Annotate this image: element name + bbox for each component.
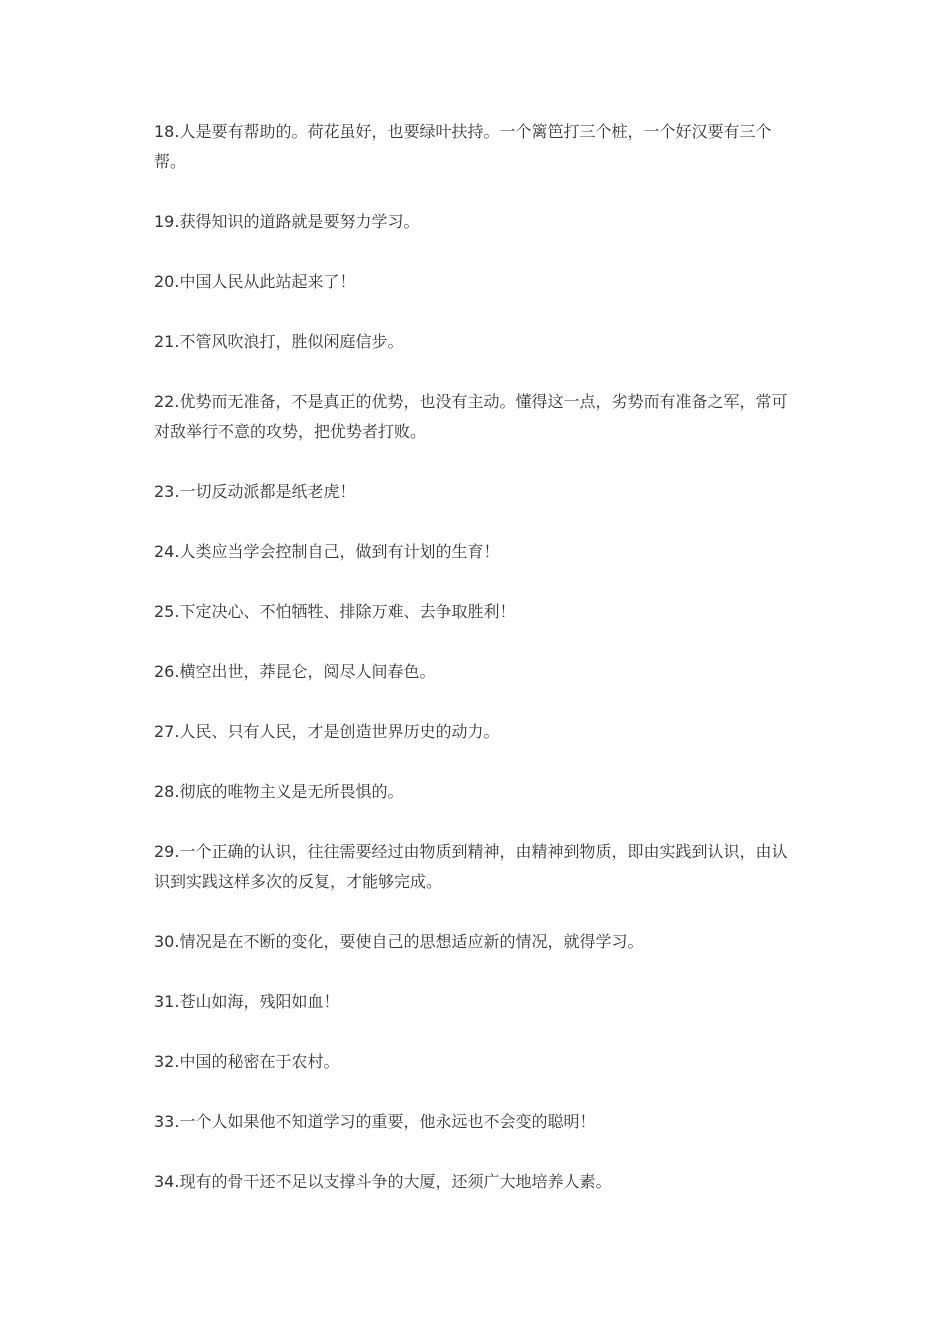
quote-paragraph-25: 25.下定决心、不怕牺牲、排除万难、去争取胜利！ [154, 602, 516, 621]
quote-paragraph-22: 22.优势而无准备，不是真正的优势，也没有主动。懂得这一点，劣势而有准备之军，常可对敌举行不意的攻势，把优势者打败。 [154, 392, 788, 441]
quote-paragraph-27: 27.人民、只有人民，才是创造世界历史的动力。 [154, 722, 500, 741]
quote-paragraph-29: 29.一个正确的认识，往往需要经过由物质到精神，由精神到物质，即由实践到认识，由认识到实践这样多次的反复，才能够完成。 [154, 842, 788, 891]
quote-paragraph-33: 33.一个人如果他不知道学习的重要，他永远也不会变的聪明！ [154, 1112, 596, 1131]
quote-paragraph-26: 26.横空出世，莽昆仑，阅尽人间春色。 [154, 662, 436, 681]
quote-paragraph-19: 19.获得知识的道路就是要努力学习。 [154, 212, 420, 231]
quote-paragraph-20: 20.中国人民从此站起来了！ [154, 272, 356, 291]
quote-paragraph-32: 32.中国的秘密在于农村。 [154, 1052, 340, 1071]
quote-paragraph-18: 18.人是要有帮助的。荷花虽好，也要绿叶扶持。一个篱笆打三个桩，一个好汉要有三个帮。 [154, 122, 772, 171]
quote-paragraph-31: 31.苍山如海，残阳如血！ [154, 992, 340, 1011]
quote-paragraph-34: 34.现有的骨干还不足以支撑斗争的大厦，还须广大地培养人素。 [154, 1172, 612, 1191]
quote-paragraph-28: 28.彻底的唯物主义是无所畏惧的。 [154, 782, 404, 801]
quote-paragraph-21: 21.不管风吹浪打，胜似闲庭信步。 [154, 332, 404, 351]
quote-paragraph-24: 24.人类应当学会控制自己，做到有计划的生育！ [154, 542, 500, 561]
quote-paragraph-23: 23.一切反动派都是纸老虎！ [154, 482, 356, 501]
document-body [154, 117, 800, 1227]
quote-paragraph-30: 30.情况是在不断的变化，要使自己的思想适应新的情况，就得学习。 [154, 932, 644, 951]
